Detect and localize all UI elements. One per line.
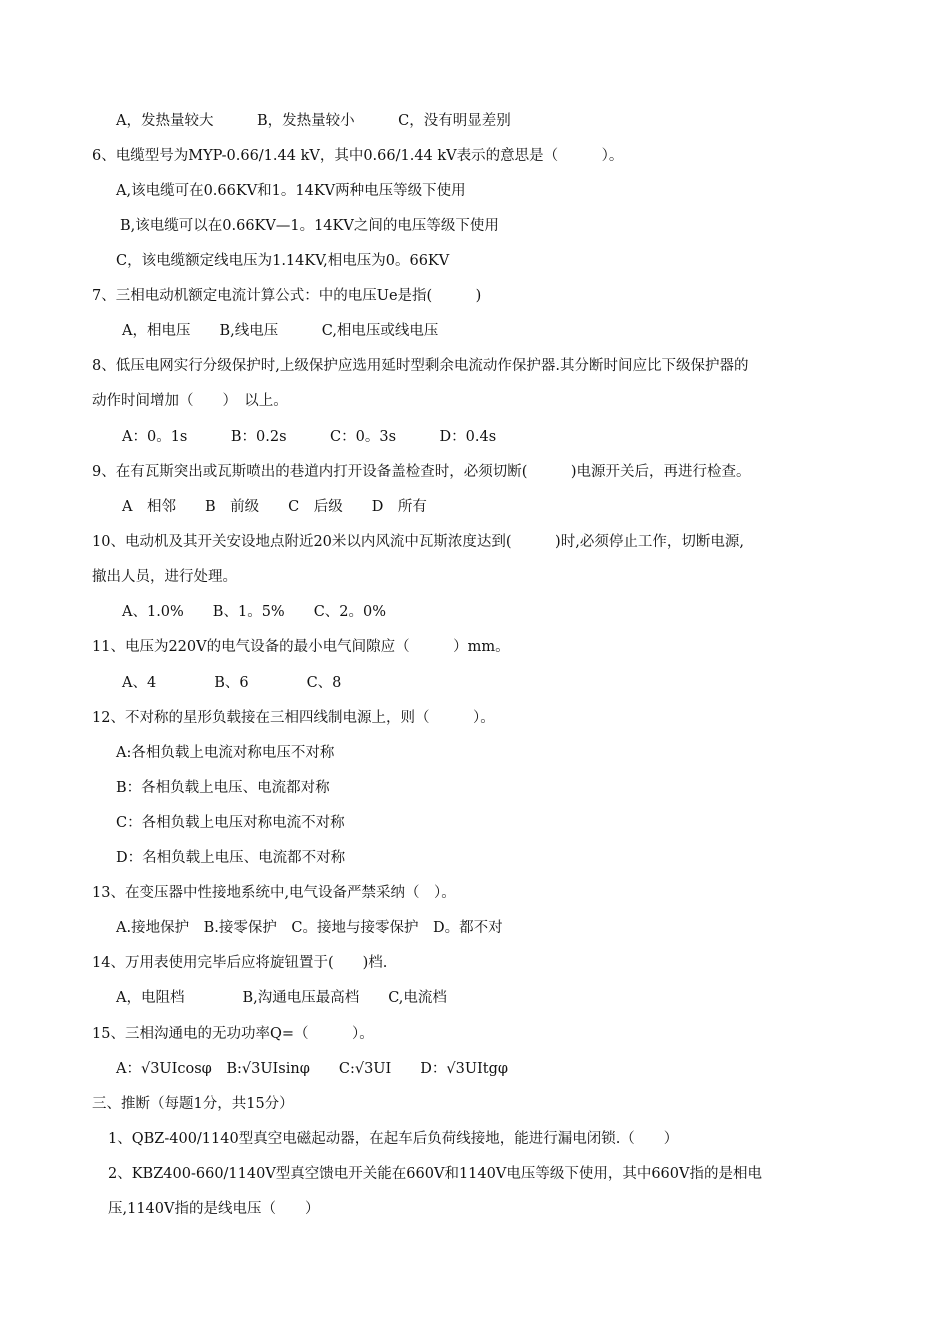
q6-question: 6、电缆型号为MYP-0.66/1.44 kV，其中0.66/1.44 kV表示的意思是（ ）。 [92, 148, 624, 164]
q13-question: 13、在变压器中性接地系统中,电气设备严禁采纳（ ）。 [92, 885, 456, 901]
q11-question: 11、电压为220V的电气设备的最小电气间隙应（ ）mm。 [92, 639, 510, 655]
q12-option-d: D：名相负载上电压、电流都不对称 [116, 850, 346, 866]
q5-options: A，发热量较大 B，发热量较小 C，没有明显差别 [116, 113, 511, 129]
q8-question-line1: 8、低压电网实行分级保护时,上级保护应选用延时型剩余电流动作保护器.其分断时间应比下级保护器的 [92, 358, 749, 374]
q14-options: A，电阻档 B,沟通电压最高档 C,电流档 [116, 990, 447, 1006]
q8-options: A：0。1s B：0.2s C：0。3s D：0.4s [122, 429, 497, 445]
q14-question: 14、万用表使用完毕后应将旋钮置于( )档. [92, 955, 388, 971]
q6-option-c: C，该电缆额定线电压为1.14KV,相电压为0。66KV [116, 253, 450, 269]
q10-question-line2: 撤出人员，进行处理。 [92, 569, 237, 585]
q13-options: A.接地保护 B.接零保护 C。接地与接零保护 D。都不对 [116, 920, 503, 936]
q15-question: 15、三相沟通电的无功功率Q=（ ）。 [92, 1026, 374, 1042]
q9-options: A 相邻 B 前级 C 后级 D 所有 [122, 499, 427, 515]
q12-question: 12、不对称的星形负载接在三相四线制电源上，则（ ）。 [92, 710, 495, 726]
q15-options: A：√3UIcosφ B:√3UIsinφ C:√3UI D：√3UItgφ [116, 1061, 509, 1077]
q10-options: A、1.0% B、1。5% C、2。0% [122, 604, 387, 620]
q9-question: 9、在有瓦斯突出或瓦斯喷出的巷道内打开设备盖检查时，必须切断( )电源开关后，再进行检查。 [92, 464, 751, 480]
q12-option-a: A:各相负载上电流对称电压不对称 [116, 745, 335, 761]
q6-option-a: A,该电缆可在0.66KV和1。14KV两种电压等级下使用 [116, 183, 466, 199]
q11-options: A、4 B、6 C、8 [122, 675, 342, 691]
section-heading-judgement: 三、推断（每题1分，共15分） [92, 1096, 294, 1112]
judgement-item-2-line2: 压,1140V指的是线电压（ ） [108, 1201, 320, 1217]
judgement-item-1: 1、QBZ-400/1140型真空电磁起动器，在起车后负荷线接地，能进行漏电闭锁.（ ） [108, 1131, 679, 1147]
q8-question-line2: 动作时间增加（ ） 以上。 [92, 393, 288, 409]
q7-options: A，相电压 B,线电压 C,相电压或线电压 [122, 323, 439, 339]
q7-question: 7、三相电动机额定电流计算公式：中的电压Ue是指( ) [92, 288, 482, 304]
q6-option-b: B,该电缆可以在0.66KV—1。14KV之间的电压等级下使用 [120, 218, 499, 234]
q10-question-line1: 10、电动机及其开关安设地点附近20米以内风流中瓦斯浓度达到( )时,必须停止工作，切断电源, [92, 534, 744, 550]
q12-option-b: B：各相负载上电压、电流都对称 [116, 780, 330, 796]
q12-option-c: C：各相负载上电压对称电流不对称 [116, 815, 345, 831]
judgement-item-2-line1: 2、KBZ400-660/1140V型真空馈电开关能在660V和1140V电压等级下使用，其中660V指的是相电 [108, 1166, 762, 1182]
